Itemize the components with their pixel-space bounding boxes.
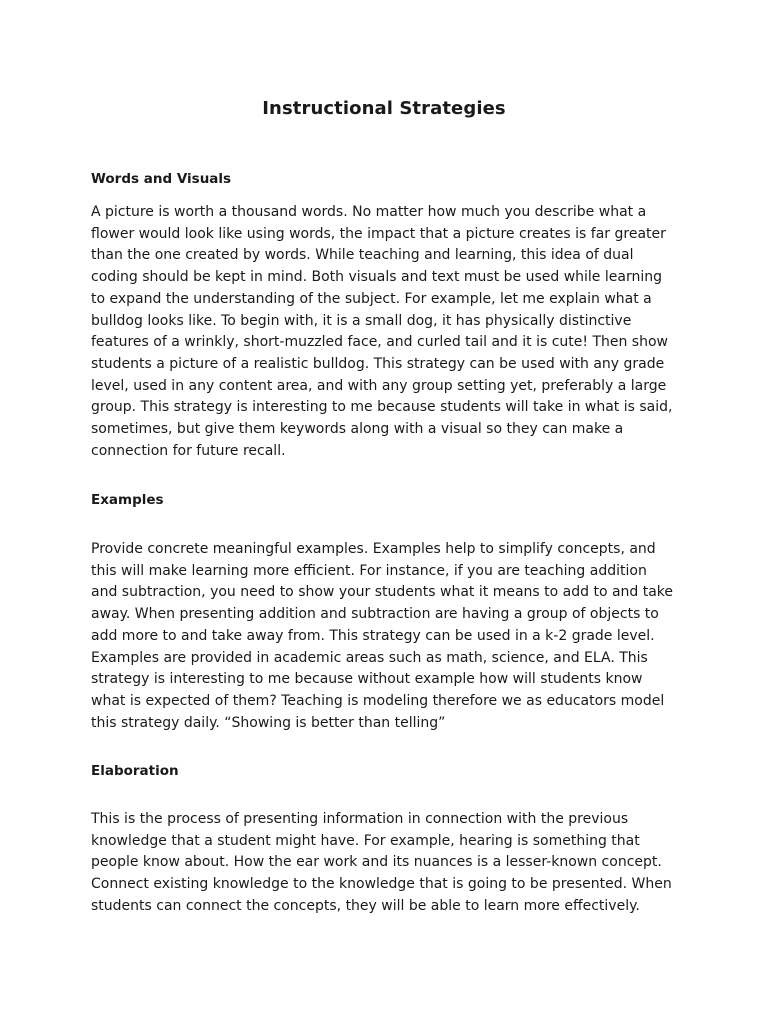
section-body-elaboration: This is the process of presenting information in connection with the previous knowledge that a student might have. For example, hearing is something that people know about. How the ear work and its nuances is a lesser-known concept. Connect existing knowledge to the knowledge that is going to be presented. When students can connect the concepts, they will be able to learn more effectively. [91,811,672,914]
section-body-examples: Provide concrete meaningful examples. Examples help to simplify concepts, and this will make learning more efficient. For instance, if you are teaching addition and subtraction, you need to show your students what it means to add to and take away. When presenting addition and subtraction are having a group of objects to add more to and take away from. This strategy can be used in a k-2 grade level. Examples are provided in academic areas such as math, science, and ELA. This strategy is interesting to me because without example how will students know what is expected of them? Teaching is modeling therefore we as educators model this strategy daily. “Showing is better than telling” [91,541,674,731]
section-heading-examples: Examples [91,492,164,508]
document-title: Instructional Strategies [262,98,506,119]
section-body-words-and-visuals: A picture is worth a thousand words. No matter how much you describe what a flower would look like using words, the impact that a picture creates is far greater than the one created by words. While teaching and learning, this idea of dual coding should be kept in mind. Both visuals and text must be used while learning to expand the understanding of the subject. For example, let me explain what a bulldog looks like. To begin with, it is a small dog, it has physically distinctive features of a wrinkly, short-muzzled face, and curled tail and it is cute! Then show students a picture of a realistic bulldog. This strategy can be used with any grade level, used in any content area, and with any group setting yet, preferably a large group. This strategy is interesting to me because students will take in what is said, sometimes, but give them keywords along with a visual so they can make a connection for future recall. [91,204,673,459]
section-heading-words-and-visuals: Words and Visuals [91,171,232,187]
section-heading-elaboration: Elaboration [91,763,179,779]
